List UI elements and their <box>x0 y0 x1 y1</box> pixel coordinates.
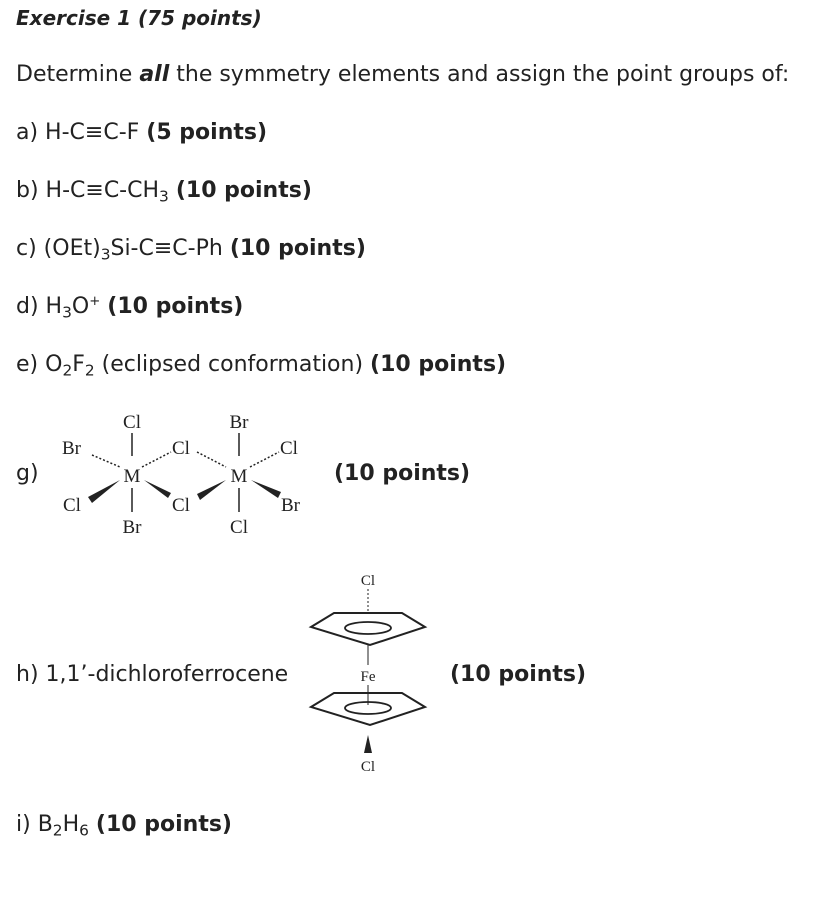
dimer-cl-left: Cl <box>63 495 81 516</box>
dimer-cl-top-left: Cl <box>123 412 141 433</box>
item-c-points: (10 points) <box>229 236 366 261</box>
wedge-bond-bridge-bottom-left <box>144 480 171 498</box>
dimer-br-top-right: Br <box>229 412 249 433</box>
item-a <box>16 120 267 145</box>
item-e <box>16 352 507 380</box>
dimer-cl-bridge-bottom: Cl <box>172 495 190 516</box>
dimer-structure <box>50 400 340 550</box>
item-b-text: b) H-C≡C-CH <box>16 178 160 203</box>
item-h-label: h) 1,1’-dichloroferrocene <box>16 662 289 687</box>
item-i-space <box>89 812 96 837</box>
item-i-points: (10 points) <box>95 812 232 837</box>
dimer-br-bottom-left: Br <box>122 517 142 538</box>
dimer-metal-right: M <box>230 466 248 487</box>
item-e-sub-2: 2 <box>84 361 95 380</box>
instructions-text-2: the symmetry elements and assign the point groups of: <box>169 62 790 87</box>
item-d <box>16 294 244 322</box>
item-b-points: (10 points) <box>175 178 312 203</box>
item-h-points: (10 points) <box>450 662 587 687</box>
item-c-text-2: Si-C≡C-Ph <box>110 236 230 261</box>
item-g-label: g) <box>16 461 39 486</box>
item-d-text: d) H <box>16 294 63 319</box>
ferrocene-fe: Fe <box>360 669 376 685</box>
dimer-metal-left: M <box>123 466 141 487</box>
dimer-br-right: Br <box>281 495 300 516</box>
item-c-text: c) (OEt) <box>16 236 101 261</box>
dimer-br-left: Br <box>62 438 81 459</box>
item-i-sub-2: 6 <box>79 821 89 840</box>
dimer-cl-right: Cl <box>280 438 298 459</box>
cp-ring-top-aromatic <box>345 622 391 634</box>
dashed-bond-cl-right <box>250 452 279 467</box>
dimer-cl-bridge-top: Cl <box>172 438 190 459</box>
item-b <box>16 178 312 206</box>
item-e-points: (10 points) <box>370 352 507 377</box>
dashed-bond-bridge-right <box>197 452 226 467</box>
item-b-sub: 3 <box>159 187 169 206</box>
instructions <box>16 62 789 87</box>
ferrocene-structure <box>300 565 440 780</box>
item-e-sub-1: 2 <box>62 361 73 380</box>
ferrocene-cl-bottom: Cl <box>360 759 376 775</box>
item-i <box>16 812 232 840</box>
item-e-text-3: (eclipsed conformation) <box>94 352 371 377</box>
item-d-sub: 3 <box>62 303 72 322</box>
item-a-points: (5 points) <box>146 120 268 145</box>
wedge-bond-cl-bottom <box>364 735 372 753</box>
item-d-points: (10 points) <box>107 294 244 319</box>
item-d-sup: + <box>89 294 101 310</box>
item-c-sub: 3 <box>100 245 111 264</box>
instructions-text-1: Determine <box>16 62 140 87</box>
item-i-text: i) B <box>16 812 53 837</box>
item-i-sub-1: 2 <box>52 821 63 840</box>
dashed-bond-bridge-left <box>142 452 171 467</box>
item-e-text: e) O <box>16 352 63 377</box>
item-b-space <box>169 178 176 203</box>
cp-ring-top <box>311 613 425 645</box>
dashed-bond-br-left <box>92 455 120 467</box>
wedge-bond-br-right <box>251 480 281 498</box>
wedge-bond-cl-left <box>88 480 120 503</box>
item-c <box>16 236 366 264</box>
item-d-text-2: O <box>71 294 90 319</box>
instructions-emphasis: all <box>139 62 170 87</box>
exercise-title: Exercise 1 (75 points) <box>16 6 262 30</box>
dimer-cl-bottom-right: Cl <box>230 517 248 538</box>
item-g-points: (10 points) <box>334 461 471 486</box>
wedge-bond-bridge-bottom-right <box>197 480 226 500</box>
item-i-text-2: H <box>62 812 80 837</box>
item-a-text: a) H-C≡C-F <box>16 120 147 145</box>
item-e-text-2: F <box>72 352 85 377</box>
ferrocene-cl-top: Cl <box>360 573 376 589</box>
